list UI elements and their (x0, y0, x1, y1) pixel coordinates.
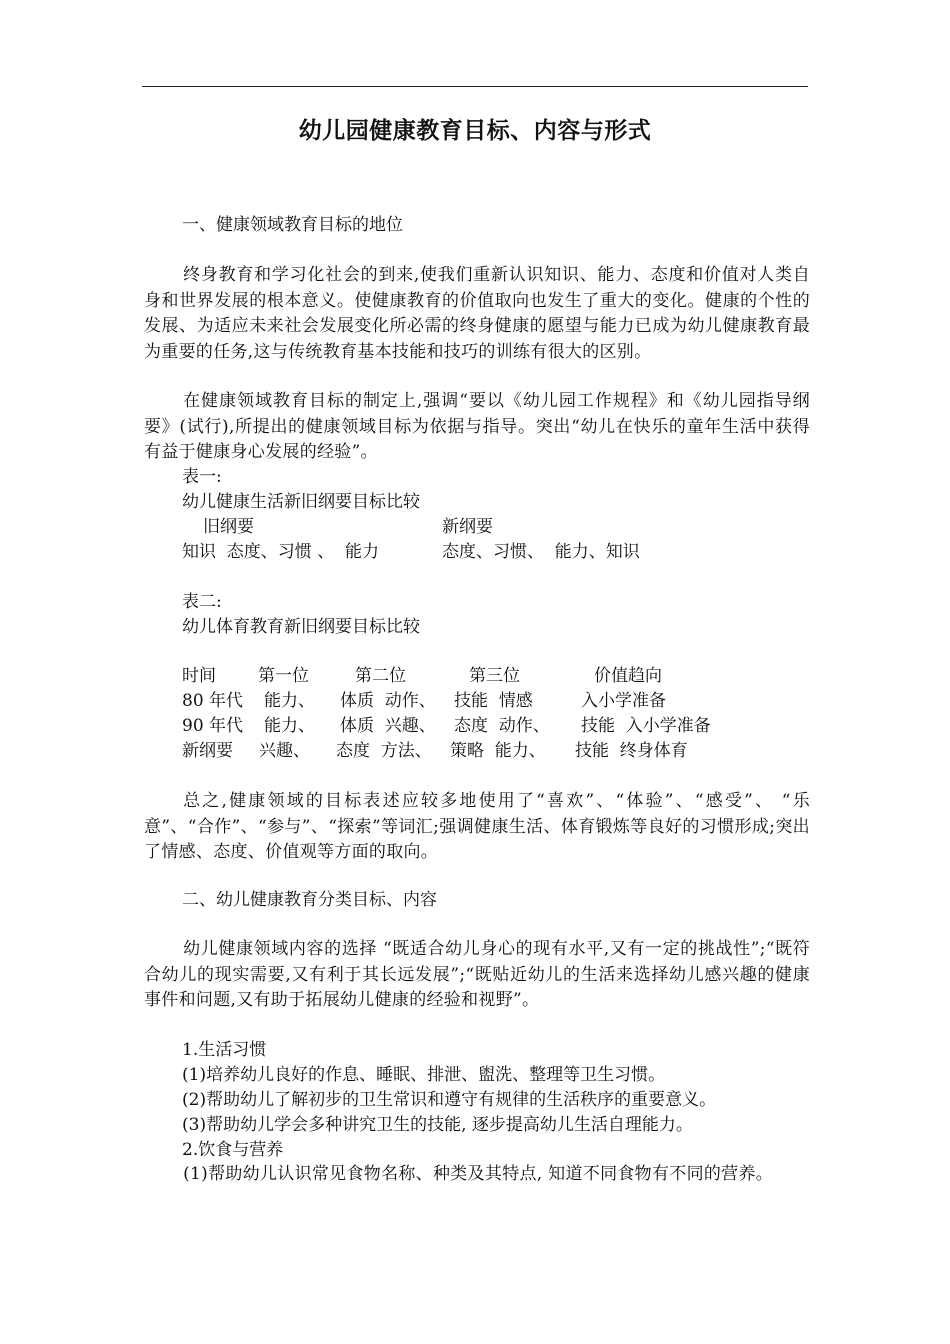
table2-cell: 体质 动作、 (340, 691, 436, 711)
table2-cell: 技能 情感 (454, 691, 533, 711)
table1-label: 表一: (182, 467, 222, 487)
table1-col-new: 新纲要 (442, 517, 493, 537)
paragraph-3: 总之,健康领域的目标表述应较多地使用了“喜欢”、“体验”、“感受”、 “乐意”、“合作”、“参与”、“探索”等词汇;强调健康生活、体育锻炼等良好的习惯形成;突出了情感、态度、价值观等方面的取向。 (144, 791, 810, 862)
list-item: (3)帮助幼儿学会多种讲究卫生的技能, 逐步提高幼儿生活自理能力。 (182, 1115, 693, 1135)
table2-header-third: 第三位 (469, 666, 520, 686)
table2-header-second: 第二位 (355, 666, 406, 686)
table2-cell: 技能 入小学准备 (581, 716, 711, 736)
section-heading-1: 一、健康领域教育目标的地位 (182, 215, 403, 235)
section-heading-2: 二、幼儿健康教育分类目标、内容 (182, 890, 437, 910)
table2-header-time: 时间 (182, 666, 216, 686)
paragraph-2: 在健康领域教育目标的制定上,强调“要以《幼儿园工作规程》和《幼儿园指导纲要》(试行),所提出的健康领域目标为依据与指导。突出“幼儿在快乐的童年生活中获得有益于健康身心发展的经验”。 (144, 391, 810, 462)
table2-cell: 态度 方法、 (336, 741, 432, 761)
table1-row-new: 态度、习惯、 能力、知识 (442, 542, 640, 562)
table2-label: 表二: (182, 592, 222, 612)
table2-cell: 态度 动作、 (454, 716, 550, 736)
table2-header-value: 价值趋向 (594, 666, 662, 686)
list-heading-2: 2.饮食与营养 (182, 1140, 284, 1160)
table2-cell: 能力、 (264, 691, 315, 711)
page-title: 幼儿园健康教育目标、内容与形式 (298, 118, 652, 144)
table2-cell: 体质 兴趣、 (340, 716, 436, 736)
list-item: (1)培养幼儿良好的作息、睡眠、排泄、盥洗、整理等卫生习惯。 (182, 1065, 666, 1085)
table2-cell: 入小学准备 (581, 691, 666, 711)
paragraph-1: 终身教育和学习化社会的到来,使我们重新认识知识、能力、态度和价值对人类自身和世界发展的根本意义。使健康教育的价值取向也发生了重大的变化。健康的个性的发展、为适应未来社会发展变化所必需的终身健康的愿望与能力已成为幼儿健康教育最为重要的任务,这与传统教育基本技能和技巧的训练有很大的区别。 (144, 265, 810, 362)
table1-col-old: 旧纲要 (203, 517, 254, 537)
list-heading-1: 1.生活习惯 (182, 1040, 267, 1060)
table2-cell: 能力、 (264, 716, 315, 736)
header-rule (142, 86, 808, 87)
table2-cell: 80 年代 (182, 691, 244, 711)
table2-cell: 策略 能力、 (450, 741, 546, 761)
table2-cell: 兴趣、 (259, 741, 310, 761)
paragraph-4: 幼儿健康领域内容的选择 “既适合幼儿身心的现有水平,又有一定的挑战性”;“既符合幼儿的现实需要,又有利于其长远发展”;“既贴近幼儿的生活来选择幼儿感兴趣的健康事件和问题,又有助于拓展幼儿健康的经验和视野”。 (144, 939, 810, 1010)
table2-header-first: 第一位 (258, 666, 309, 686)
table2-caption: 幼儿体育教育新旧纲要目标比较 (182, 617, 420, 637)
list-item: (1)帮助幼儿认识常见食物名称、种类及其特点, 知道不同食物有不同的营养。 (183, 1164, 774, 1184)
table1-row-old: 知识 态度、习惯 、 能力 (182, 542, 380, 562)
list-item: (2)帮助幼儿了解初步的卫生常识和遵守有规律的生活秩序的重要意义。 (182, 1090, 717, 1110)
table2-cell: 技能 终身体育 (575, 741, 688, 761)
table2-cell: 90 年代 (182, 716, 244, 736)
table1-caption: 幼儿健康生活新旧纲要目标比较 (182, 492, 420, 512)
table2-cell: 新纲要 (182, 741, 233, 761)
